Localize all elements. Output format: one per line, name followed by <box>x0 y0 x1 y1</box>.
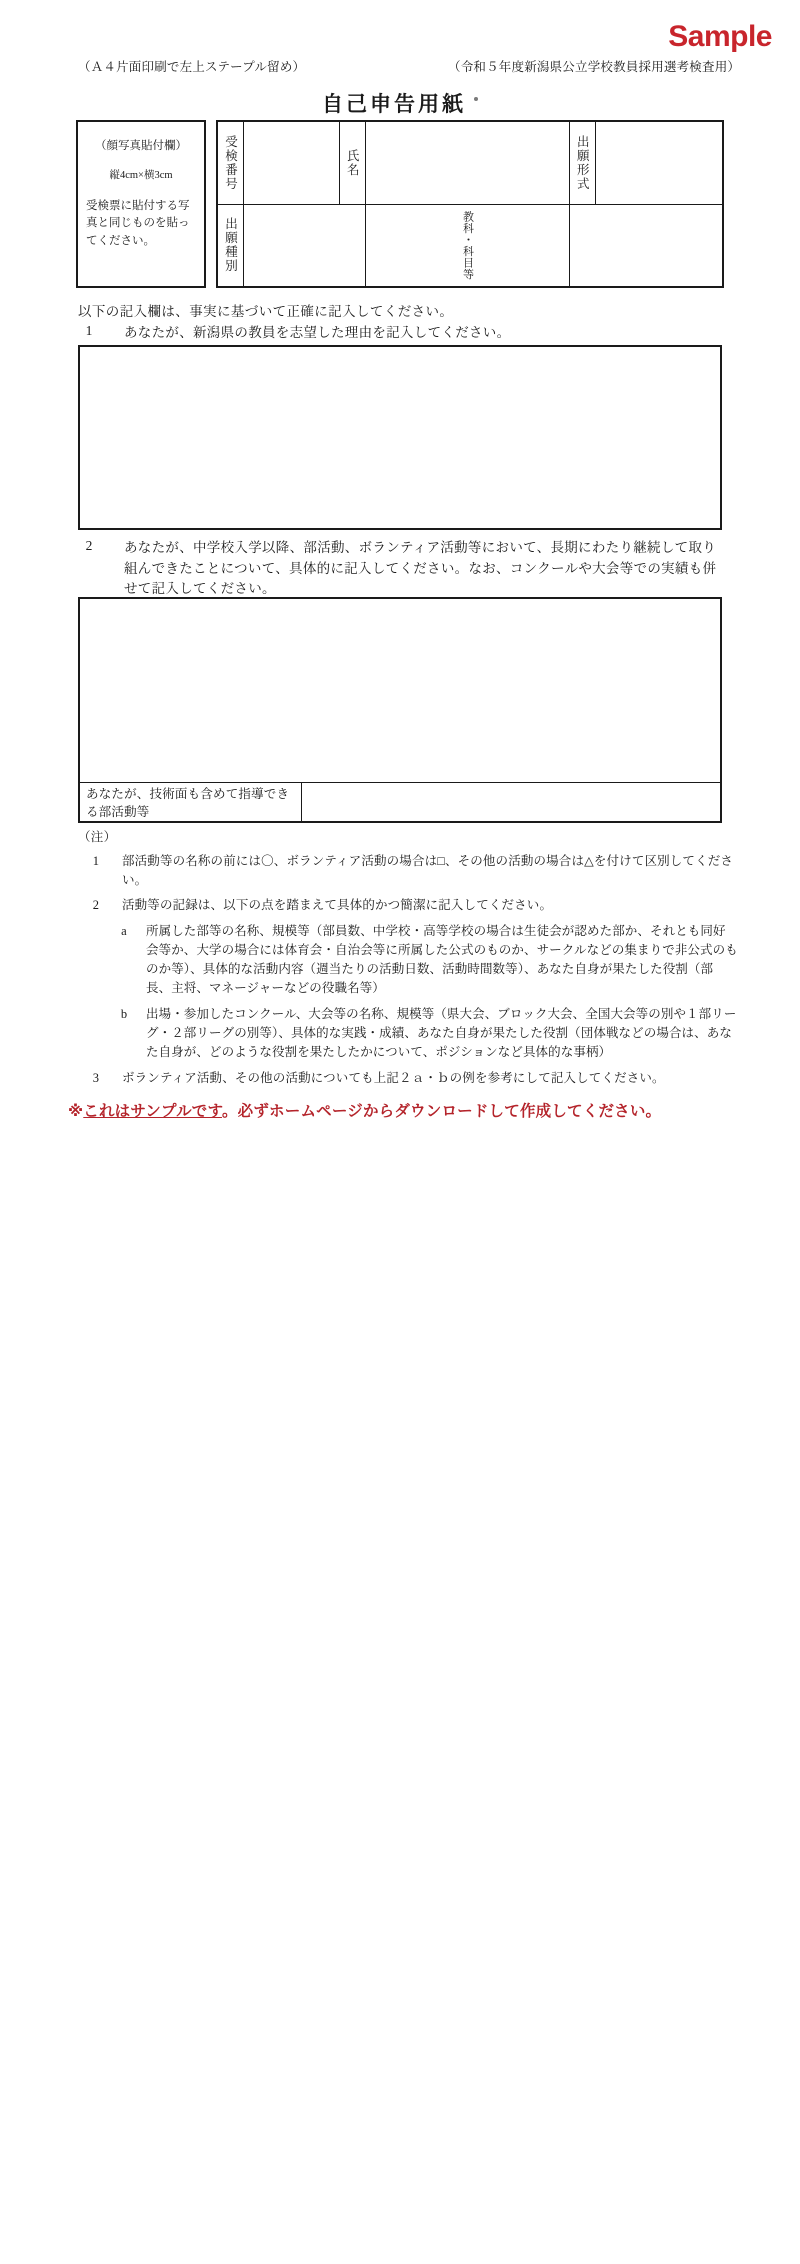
subject-field[interactable] <box>569 204 723 287</box>
subject-label: 教科・科目等 <box>461 210 474 280</box>
note-subitem-b-marker: b <box>120 1007 128 1021</box>
header-notes <box>78 57 740 77</box>
exam-number-label-cell <box>217 121 243 204</box>
application-type-field[interactable] <box>243 204 365 287</box>
question-2-answer-box <box>78 597 722 823</box>
sample-warning-banner <box>68 1099 768 1121</box>
note-item-1-text: 部活動等の名称の前には〇、ボランティア活動の場合は□、その他の活動の場合は△を付けて区別してください。 <box>122 853 734 887</box>
application-type-label-cell <box>217 204 243 287</box>
instruction-lead: 以下の記入欄は、事実に基づいて正確に記入してください。 <box>78 304 454 319</box>
header-note-left: （Ａ４片面印刷で左上ステープル留め） <box>78 60 306 74</box>
question-1 <box>78 323 728 344</box>
warning-rest-text: 。必ずホームページからダウンロードして作成してください。 <box>221 1103 662 1120</box>
question-2-answer-field[interactable] <box>80 599 720 782</box>
name-label: 氏名 <box>345 148 360 177</box>
page-title-text: 自己申告用紙 <box>322 93 466 116</box>
question-1-number: 1 <box>85 323 93 338</box>
note-subitem-a-text: 所属した部等の名称、規模等（部員数、中学校・高等学校の場合は生徒会が認めた部か、それとも同好会等か、大学の場合には体育会・自治会等に所属した公式のものか、サークルなどの集まりで非公式のものか等）、具体的な活動内容（週当たりの活動日数、活動時間数等）、あなた自身が果たした役割（部長、主将、マネージャーなどの役職名等） <box>146 924 738 995</box>
coachable-club-row <box>80 782 720 821</box>
name-label-cell <box>339 121 365 204</box>
coachable-club-label: あなたが、技術面も含めて指導できる部活動等 <box>80 783 302 821</box>
note-item-2-marker: 2 <box>92 898 100 913</box>
note-subitem-a <box>78 922 738 998</box>
question-2-number: 2 <box>85 538 93 553</box>
note-item-3-text: ボランティア活動、その他の活動についても上記２ａ・ｂの例を参考にして記入してください。 <box>122 1071 665 1085</box>
question-2 <box>78 538 728 600</box>
sample-watermark: Sample <box>668 20 772 53</box>
subject-label-cell <box>365 204 569 287</box>
note-subitem-a-marker: a <box>121 924 127 938</box>
notes-heading: （注） <box>78 830 117 844</box>
photo-box-size: 縦4cm×横3cm <box>109 169 173 181</box>
applicant-info-table <box>216 120 724 288</box>
exam-number-label: 受検番号 <box>223 134 238 191</box>
notes-section <box>78 828 738 1095</box>
question-2-text: あなたが、中学校入学以降、部活動、ボランティア活動等において、長期にわたり継続して取り組んできたことについて、具体的に記入してください。なお、コンクールや大会等での実績も併せて記入してください。 <box>124 540 717 597</box>
question-1-answer-field[interactable] <box>78 345 722 530</box>
note-item-2-text: 活動等の記録は、以下の点を踏まえて具体的かつ簡潔に記入してください。 <box>122 898 553 913</box>
coachable-club-field[interactable] <box>302 783 720 821</box>
table-row <box>217 204 723 287</box>
application-form-label: 出願形式 <box>575 134 590 191</box>
note-item-3 <box>78 1069 738 1088</box>
application-form-label-cell <box>569 121 595 204</box>
photo-attachment-box[interactable] <box>76 120 206 288</box>
note-subitem-b-text: 出場・参加したコンクール、大会等の名称、規模等（県大会、ブロック大会、全国大会等の別や１部リーグ・２部リーグの別等）、具体的な実践・成績、あなた自身が果たした役割（団体戦などの場合は、あなた自身が、どのような役割を果たしたかについて、ポジションなど具体的な事柄） <box>146 1007 737 1059</box>
photo-box-instruction: 受検票に貼付する写真と同じものを貼ってください。 <box>86 200 190 247</box>
warning-prefix: ※ <box>68 1103 84 1120</box>
warning-underlined-text: これはサンプルです <box>83 1103 222 1120</box>
note-item-1 <box>78 852 738 890</box>
name-field[interactable] <box>365 121 569 204</box>
title-dot-icon <box>474 97 478 101</box>
application-form-field[interactable] <box>595 121 723 204</box>
page-title <box>0 88 800 118</box>
note-item-1-marker: 1 <box>92 853 100 868</box>
note-item-3-marker: 3 <box>92 1071 100 1085</box>
table-row <box>217 121 723 204</box>
note-item-2 <box>78 896 738 915</box>
note-subitem-b <box>78 1005 738 1062</box>
photo-box-heading: （顔写真貼付欄） <box>95 140 187 152</box>
header-note-right: （令和５年度新潟県公立学校教員採用選考検査用） <box>448 60 741 74</box>
application-type-label: 出願種別 <box>223 217 238 274</box>
exam-number-field[interactable] <box>243 121 339 204</box>
question-1-text: あなたが、新潟県の教員を志望した理由を記入してください。 <box>124 325 511 340</box>
